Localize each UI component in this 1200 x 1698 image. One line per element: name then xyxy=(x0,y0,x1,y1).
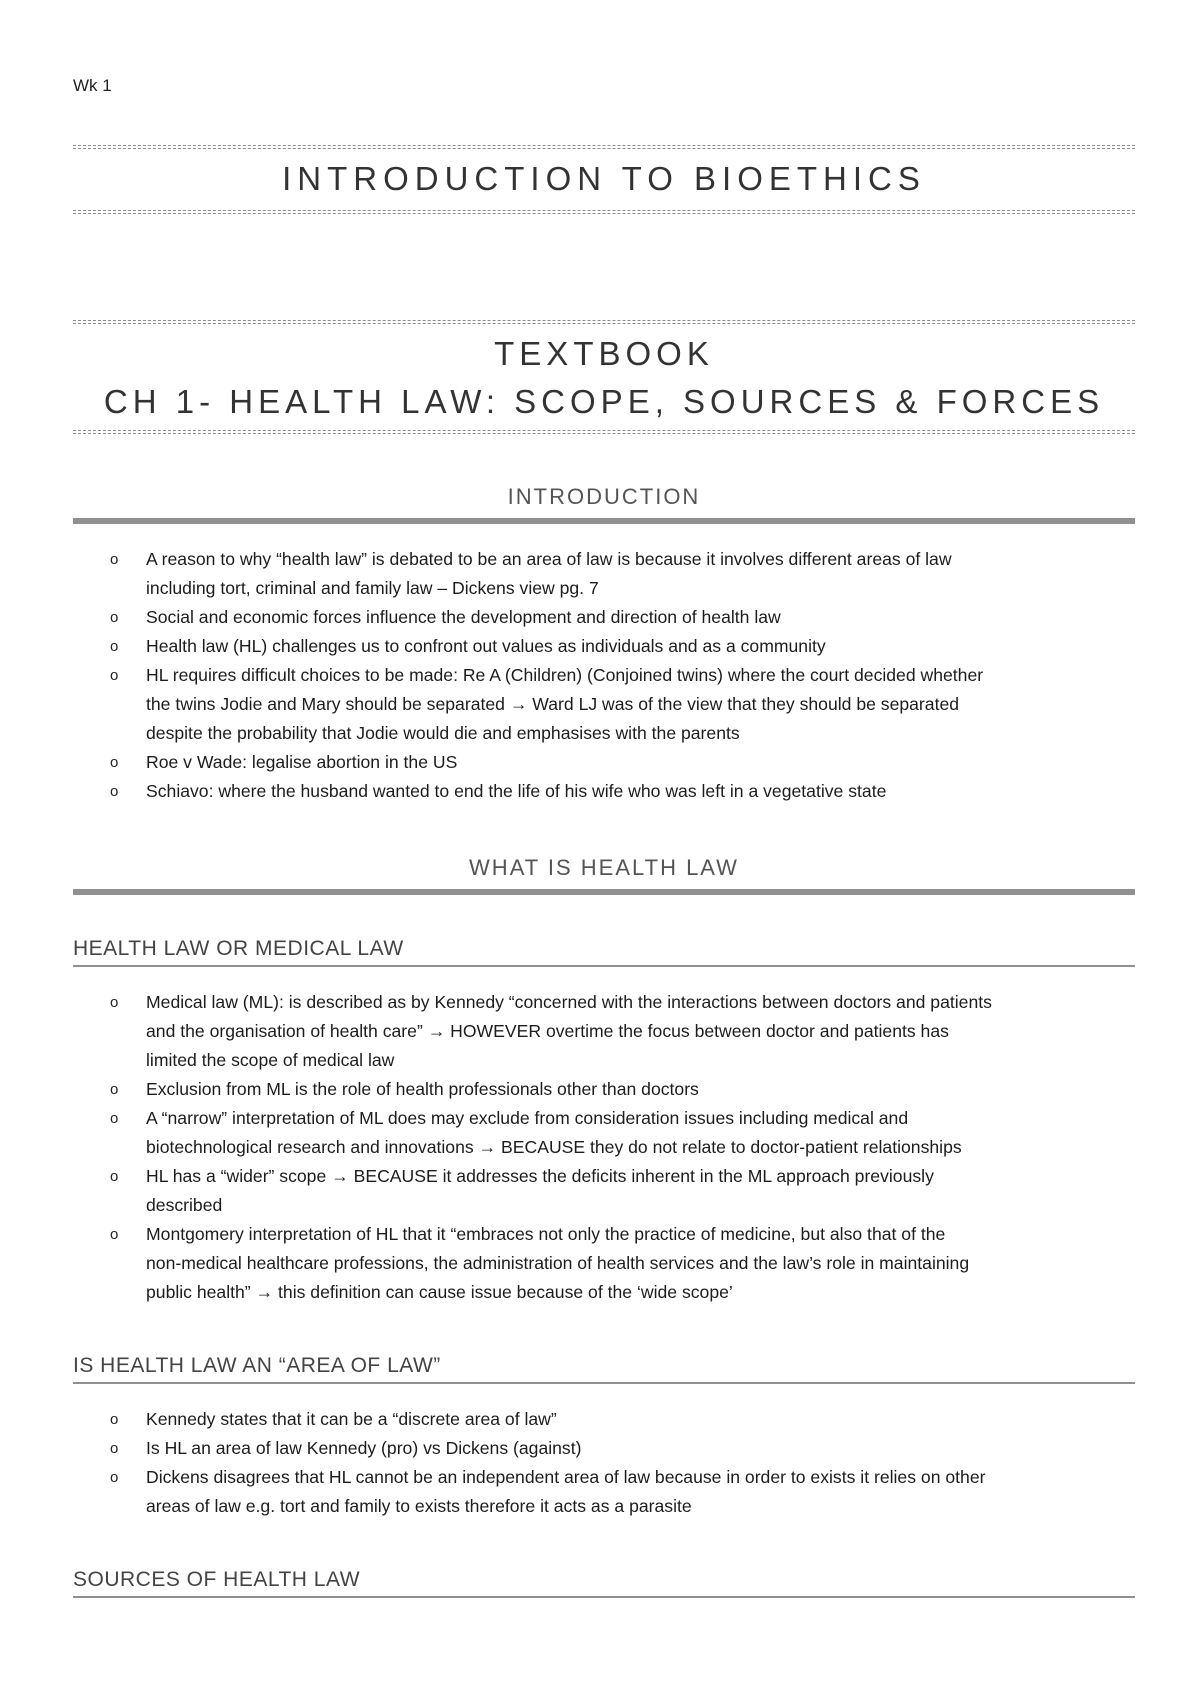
bullet-icon: o xyxy=(110,551,119,568)
bullet-icon: o xyxy=(110,638,119,655)
textbook-title-line1: TEXTBOOK xyxy=(494,335,714,372)
list-item-line: Kennedy states that it can be a “discrete area of law” xyxy=(146,1409,557,1429)
list-item-line: limited the scope of medical law xyxy=(146,1050,395,1070)
section-heading-what-is-health-law xyxy=(73,855,1135,895)
list-item-line: areas of law e.g. tort and family to exists therefore it acts as a parasite xyxy=(146,1496,692,1516)
bullet-icon: o xyxy=(110,1440,119,1457)
subheading-text: HEALTH LAW OR MEDICAL LAW xyxy=(73,937,404,960)
list-item-line: the twins Jodie and Mary should be separated → Ward LJ was of the view that they should be separated xyxy=(146,694,960,714)
subheading-bar xyxy=(73,1382,1135,1384)
textbook-rule-bottom xyxy=(73,430,1135,434)
bullet-icon: o xyxy=(110,1226,119,1243)
textbook-title xyxy=(73,324,1135,430)
textbook-title-block xyxy=(73,320,1135,434)
list-item xyxy=(110,661,1140,748)
bullet-icon: o xyxy=(110,1411,119,1428)
list-item xyxy=(110,748,1140,777)
list-item-line: Social and economic forces influence the development and direction of health law xyxy=(146,607,781,627)
list-item xyxy=(110,1075,1140,1104)
list-item-line: public health” → this definition can cause issue because of the ‘wide scope’ xyxy=(146,1282,733,1302)
section-heading-bar xyxy=(73,889,1135,895)
bullet-icon: o xyxy=(110,1469,119,1486)
bullet-icon: o xyxy=(110,783,119,800)
main-title: INTRODUCTION TO BIOETHICS xyxy=(282,160,926,197)
list-item-line: HL requires difficult choices to be made: Re A (Children) (Conjoined twins) where the court decided whether xyxy=(146,665,984,685)
bullet-list xyxy=(110,545,1140,806)
bullet-list xyxy=(110,988,1140,1307)
list-item-line: including tort, criminal and family law – Dickens view pg. 7 xyxy=(146,578,599,598)
subheading-text: SOURCES OF HEALTH LAW xyxy=(73,1568,361,1591)
list-item-line: Medical law (ML): is described as by Kennedy “concerned with the interactions between doctors and patients xyxy=(146,992,992,1012)
list-item-line: non-medical healthcare professions, the administration of health services and the law’s role in maintaining xyxy=(146,1253,970,1273)
list-item-line: A “narrow” interpretation of ML does may exclude from consideration issues including medical and xyxy=(146,1108,909,1128)
list-item-line: despite the probability that Jodie would die and emphasises with the parents xyxy=(146,723,740,743)
list-item xyxy=(110,1434,1140,1463)
list-item xyxy=(110,1104,1140,1162)
bullet-icon: o xyxy=(110,1081,119,1098)
textbook-title-line2: CH 1- HEALTH LAW: SCOPE, SOURCES & FORCES xyxy=(103,383,1105,420)
section-heading-text: WHAT IS HEALTH LAW xyxy=(469,855,739,880)
list-item xyxy=(110,1220,1140,1307)
list-item-line: Schiavo: where the husband wanted to end the life of his wife who was left in a vegetative state xyxy=(146,781,887,801)
list-item xyxy=(110,777,1140,806)
bullet-icon: o xyxy=(110,667,119,684)
bullet-icon: o xyxy=(110,994,119,1011)
list-item xyxy=(110,1162,1140,1220)
main-title-block xyxy=(73,145,1135,214)
list-item-line: Exclusion from ML is the role of health professionals other than doctors xyxy=(146,1079,699,1099)
section-heading-text: INTRODUCTION xyxy=(507,484,701,509)
header-label: Wk 1 xyxy=(73,76,112,95)
list-item xyxy=(110,545,1140,603)
section-heading-introduction xyxy=(73,484,1135,524)
subheading-area-of-law xyxy=(73,1354,1135,1384)
list-item-line: A reason to why “health law” is debated to be an area of law is because it involves different areas of law xyxy=(146,549,952,569)
list-item-line: HL has a “wider” scope → BECAUSE it addresses the deficits inherent in the ML approach previously xyxy=(146,1166,934,1186)
list-item-line: Roe v Wade: legalise abortion in the US xyxy=(146,752,458,772)
list-item xyxy=(110,632,1140,661)
subheading-sources-of-health-law xyxy=(73,1568,1135,1598)
list-item-line: Dickens disagrees that HL cannot be an independent area of law because in order to exists it relies on other xyxy=(146,1467,986,1487)
list-item-line: biotechnological research and innovations → BECAUSE they do not relate to doctor-patient relationships xyxy=(146,1137,962,1157)
subheading-bar xyxy=(73,1596,1135,1598)
list-item xyxy=(110,603,1140,632)
list-item-line: Health law (HL) challenges us to confront out values as individuals and as a community xyxy=(146,636,826,656)
list-item xyxy=(110,988,1140,1075)
list-item-line: Is HL an area of law Kennedy (pro) vs Dickens (against) xyxy=(146,1438,582,1458)
bullet-icon: o xyxy=(110,1168,119,1185)
list-item-line: and the organisation of health care” → HOWEVER overtime the focus between doctor and patients has xyxy=(146,1021,949,1041)
subheading-bar xyxy=(73,965,1135,967)
subheading-health-or-medical-law xyxy=(73,937,1135,967)
list-item-line: described xyxy=(146,1195,223,1215)
list-item xyxy=(110,1463,1140,1521)
bullet-icon: o xyxy=(110,609,119,626)
section-heading-bar xyxy=(73,518,1135,524)
list-item-line: Montgomery interpretation of HL that it “embraces not only the practice of medicine, but also that of the xyxy=(146,1224,946,1244)
bullet-list xyxy=(110,1405,1140,1521)
bullet-icon: o xyxy=(110,1110,119,1127)
title-rule-bottom xyxy=(73,210,1135,214)
subheading-text: IS HEALTH LAW AN “AREA OF LAW” xyxy=(73,1354,441,1377)
bullet-icon: o xyxy=(110,754,119,771)
list-item xyxy=(110,1405,1140,1434)
